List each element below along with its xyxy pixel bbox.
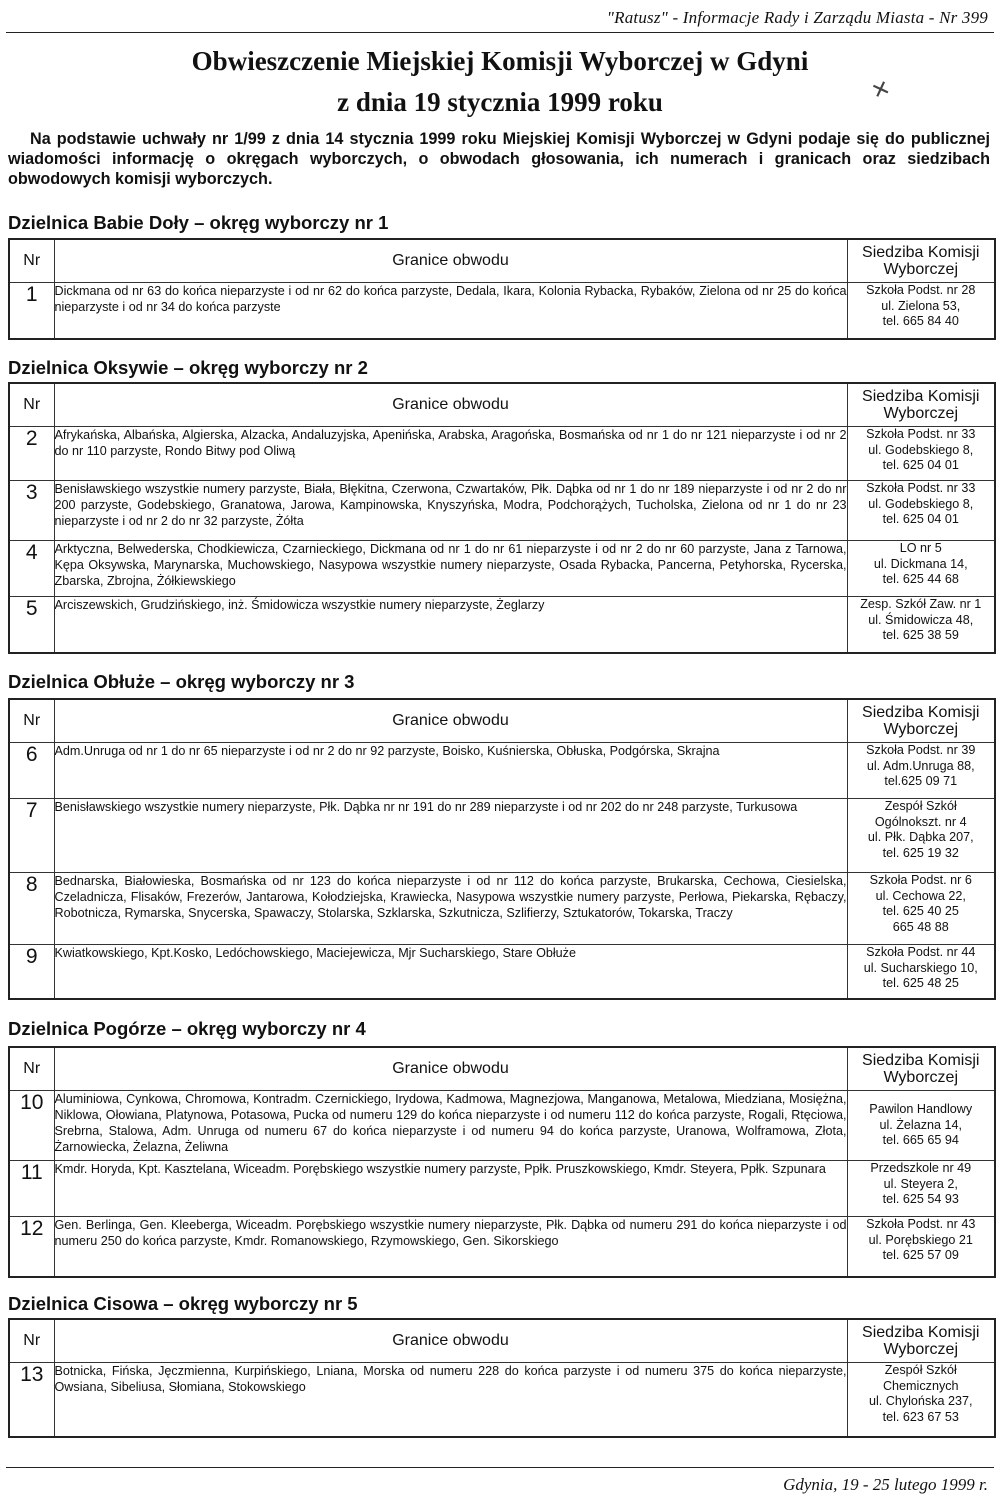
running-head: "Ratusz" - Informacje Rady i Zarządu Miasta - Nr 399 (606, 8, 988, 27)
circuit-number: 9 (9, 945, 54, 999)
commission-seat: Szkoła Podst. nr 33 ul. Godebskiego 8, tel. 625 04 01 (847, 427, 995, 481)
table-row (9, 541, 995, 597)
commission-seat: Szkoła Podst. nr 43 ul. Porębskiego 21 tel. 625 57 09 (847, 1217, 995, 1277)
header-bounds: Granice obwodu (54, 1319, 847, 1363)
circuit-bounds: Botnicka, Fińska, Jęczmienna, Kurpińskiego, Lniana, Morska od numeru 228 do końca parzyste i od numeru 375 do końca nieparzyste, Owsiana, Sibeliusa, Słomiana, Stokowskiego (54, 1363, 847, 1437)
circuit-number: 6 (9, 743, 54, 799)
district-heading: Dzielnica Obłuże – okręg wyborczy nr 3 (8, 671, 355, 692)
commission-seat: Zesp. Szkół Zaw. nr 1 ul. Śmidowicza 48, tel. 625 38 59 (847, 597, 995, 653)
header-nr: Nr (9, 239, 54, 283)
header-bounds: Granice obwodu (54, 699, 847, 743)
circuit-number: 12 (9, 1217, 54, 1277)
header-nr: Nr (9, 383, 54, 427)
header-bounds: Granice obwodu (54, 383, 847, 427)
commission-seat: Szkoła Podst. nr 6 ul. Cechowa 22, tel. 625 40 25 665 48 88 (847, 873, 995, 945)
district-heading: Dzielnica Babie Doły – okręg wyborczy nr 1 (8, 212, 389, 233)
circuit-number: 2 (9, 427, 54, 481)
commission-seat: Szkoła Podst. nr 44 ul. Sucharskiego 10, tel. 625 48 25 (847, 945, 995, 999)
commission-seat: Szkoła Podst. nr 28 ul. Zielona 53, tel. 665 84 40 (847, 283, 995, 339)
table-row (9, 481, 995, 541)
circuit-number: 10 (9, 1091, 54, 1161)
table-header-row (9, 383, 995, 427)
table-row (9, 1091, 995, 1161)
circuit-table (8, 238, 996, 340)
footer-date: Gdynia, 19 - 25 lutego 1999 r. (783, 1475, 988, 1494)
table-row (9, 743, 995, 799)
circuit-number: 5 (9, 597, 54, 653)
circuit-number: 7 (9, 799, 54, 873)
header-nr: Nr (9, 1047, 54, 1091)
table-header-row (9, 239, 995, 283)
circuit-bounds: Arciszewskich, Grudzińskiego, inż. Śmidowicza wszystkie numery nieparzyste, Żeglarzy (54, 597, 847, 653)
circuit-bounds: Benisławskiego wszystkie numery nieparzyste, Płk. Dąbka nr nr 191 do nr 289 nieparzyste i od nr 202 do nr 248 parzyste, Turkusowa (54, 799, 847, 873)
circuit-bounds: Kmdr. Horyda, Kpt. Kasztelana, Wiceadm. Porębskiego wszystkie numery parzyste, Ppłk. Pruszkowskiego, Kmdr. Steyera, Ppłk. Szpunara (54, 1161, 847, 1217)
commission-seat: Przedszkole nr 49 ul. Steyera 2, tel. 625 54 93 (847, 1161, 995, 1217)
circuit-number: 4 (9, 541, 54, 597)
table-row (9, 945, 995, 999)
circuit-table (8, 698, 996, 1000)
circuit-number: 8 (9, 873, 54, 945)
circuit-bounds: Arktyczna, Belwederska, Chodkiewicza, Czarnieckiego, Dickmana od nr 1 do nr 61 nieparzyste i od nr 2 do nr 60 parzyste, Jana z Tarnowa, Kępa Oksywska, Marynarska, Muchowskiego, Nasypowa wszystkie numery nieparzyste, Osada Rybacka, Pancerna, Petyhorska, Rycerska, Zbarska, Zbrojna, Żółkiewskiego (54, 541, 847, 597)
table-row (9, 283, 995, 339)
circuit-number: 13 (9, 1363, 54, 1437)
circuit-number: 3 (9, 481, 54, 541)
table-row (9, 427, 995, 481)
table-row (9, 1363, 995, 1437)
circuit-table (8, 382, 996, 654)
table-row (9, 1161, 995, 1217)
table-row (9, 873, 995, 945)
circuit-number: 1 (9, 283, 54, 339)
handwritten-mark-icon: ✕ (868, 75, 895, 106)
circuit-table (8, 1046, 996, 1278)
commission-seat: Szkoła Podst. nr 39 ul. Adm.Unruga 88, tel.625 09 71 (847, 743, 995, 799)
table-row (9, 597, 995, 653)
header-nr: Nr (9, 699, 54, 743)
commission-seat: Pawilon Handlowy ul. Żelazna 14, tel. 665 65 94 (847, 1091, 995, 1161)
circuit-bounds: Gen. Berlinga, Gen. Kleeberga, Wiceadm. Porębskiego wszystkie numery nieparzyste, Płk. Dąbka od numeru 291 do końca nieparzyste i od numeru 250 do końca parzyste, Kmdr. Romanowskiego, Rzymowskiego, Gen. Sikorskiego (54, 1217, 847, 1277)
circuit-bounds: Bednarska, Białowieska, Bosmańska od nr 123 do końca nieparzyste i od nr 112 do końca parzyste, Brukarska, Cechowa, Ciesielska, Czeladnicza, Flisaków, Frezerów, Jantarowa, Kołodziejska, Krawiecka, Nasypowa wszystkie numery parzyste, Perłowa, Piekarska, Rębaczy, Robotnicza, Rymarska, Snycerska, Spawaczy, Stolarska, Szklarska, Szkutnicza, Szlifierzy, Sztukatorów, Tokarska, Traczy (54, 873, 847, 945)
header-bounds: Granice obwodu (54, 1047, 847, 1091)
circuit-bounds: Aluminiowa, Cynkowa, Chromowa, Kontradm. Czernickiego, Irydowa, Kadmowa, Magnezjowa, Manganowa, Metalowa, Miedziana, Mosiężna, Niklowa, Ołowiana, Platynowa, Potasowa, Pucka od numeru 129 do końca nieparzyste i od numeru 112 do końca parzyste, Rogali, Rtęciowa, Srebrna, Stalowa, Adm. Unruga od numeru 67 do końca nieparzyste i od numeru 94 do końca parzyste, Uranowa, Wolframowa, Złota, Żarnowiecka, Żelazna, Żeliwna (54, 1091, 847, 1161)
header-bounds: Granice obwodu (54, 239, 847, 283)
table-row (9, 799, 995, 873)
circuit-bounds: Benisławskiego wszystkie numery parzyste, Biała, Błękitna, Czerwona, Czwartaków, Płk. Dąbka od nr 1 do nr 189 nieparzyste i od nr 2 do nr 200 parzyste, Godebskiego, Granatowa, Jarowa, Kampinowska, Knyszyńska, Modra, Podchorążych, Tucholska, Zielona od nr 1 do nr 23 nieparzyste i od nr 2 do nr 32 parzyste, Żółta (54, 481, 847, 541)
intro-paragraph: Na podstawie uchwały nr 1/99 z dnia 14 stycznia 1999 roku Miejskiej Komisji Wyborczej w Gdyni podaje się do publicznej wiadomości informację o okręgach wyborczych, o obwodach głosowania, ich numerach i granicach oraz siedzibach obwodowych komisji wyborczych. (8, 130, 990, 188)
commission-seat: Zespół Szkół Ogólnokszt. nr 4 ul. Płk. Dąbka 207, tel. 625 19 32 (847, 799, 995, 873)
table-header-row (9, 1319, 995, 1363)
commission-seat: Szkoła Podst. nr 33 ul. Godebskiego 8, tel. 625 04 01 (847, 481, 995, 541)
district-heading: Dzielnica Pogórze – okręg wyborczy nr 4 (8, 1018, 366, 1039)
table-row (9, 1217, 995, 1277)
header-seat: Siedziba Komisji Wyborczej (847, 1047, 995, 1091)
header-seat: Siedziba Komisji Wyborczej (847, 1319, 995, 1363)
table-header-row (9, 1047, 995, 1091)
header-seat: Siedziba Komisji Wyborczej (847, 239, 995, 283)
footer-rule (6, 1467, 994, 1468)
circuit-number: 11 (9, 1161, 54, 1217)
circuit-bounds: Adm.Unruga od nr 1 do nr 65 nieparzyste i od nr 2 do nr 92 parzyste, Boisko, Kuśnierska, Obłuska, Podgórska, Skrajna (54, 743, 847, 799)
circuit-bounds: Kwiatkowskiego, Kpt.Kosko, Ledóchowskiego, Maciejewicza, Mjr Sucharskiego, Stare Obłuże (54, 945, 847, 999)
district-heading: Dzielnica Cisowa – okręg wyborczy nr 5 (8, 1293, 358, 1314)
circuit-bounds: Dickmana od nr 63 do końca nieparzyste i od nr 62 do końca parzyste, Dedala, Ikara, Kolonia Rybacka, Rybaków, Zielona od nr 25 do końca nieparzyste i od nr 34 do końca parzyste (54, 283, 847, 339)
header-seat: Siedziba Komisji Wyborczej (847, 383, 995, 427)
table-header-row (9, 699, 995, 743)
header-seat: Siedziba Komisji Wyborczej (847, 699, 995, 743)
commission-seat: Zespół Szkół Chemicznych ul. Chylońska 237, tel. 623 67 53 (847, 1363, 995, 1437)
circuit-bounds: Afrykańska, Albańska, Algierska, Alzacka, Andaluzyjska, Apenińska, Arabska, Aragońska, Bosmańska od nr 1 do nr 121 nieparzyste i od nr 2 do nr 110 parzyste, Rondo Bitwy pod Oliwą (54, 427, 847, 481)
header-nr: Nr (9, 1319, 54, 1363)
commission-seat: LO nr 5 ul. Dickmana 14, tel. 625 44 68 (847, 541, 995, 597)
document-date: z dnia 19 stycznia 1999 roku (337, 87, 663, 117)
district-heading: Dzielnica Oksywie – okręg wyborczy nr 2 (8, 357, 368, 378)
circuit-table (8, 1318, 996, 1438)
document-title: Obwieszczenie Miejskiej Komisji Wyborczej w Gdyni (191, 46, 809, 76)
